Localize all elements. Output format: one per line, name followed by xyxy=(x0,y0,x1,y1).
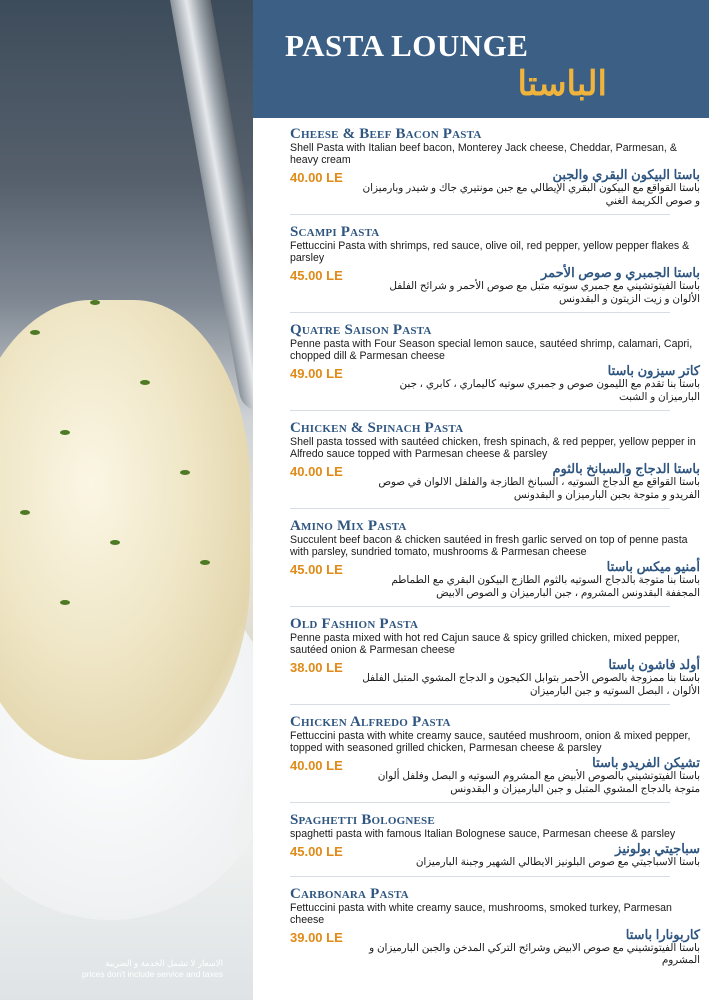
menu-item xyxy=(290,813,700,877)
item-divider xyxy=(290,214,670,215)
item-price: 49.00 LE xyxy=(290,366,343,381)
item-divider xyxy=(290,802,670,803)
pasta-shape xyxy=(0,300,250,760)
item-name: Old Fashion Pasta xyxy=(290,616,419,632)
menu-title-arabic: الباستا xyxy=(517,65,607,103)
menu-title: PASTA LOUNGE xyxy=(285,28,529,63)
item-description: Shell Pasta with Italian beef bacon, Monterey Jack cheese, Cheddar, Parmesan, & heavy cream xyxy=(290,142,677,166)
menu-item xyxy=(290,421,700,509)
item-description: Fettuccini pasta with white creamy sauce, sautéed mushroom, onion & mixed pepper, topped with seasoned grilled chicken, Parmesan cheese & parsley xyxy=(290,730,691,754)
herb-leaf xyxy=(110,540,120,545)
item-divider xyxy=(290,508,670,509)
item-price: 40.00 LE xyxy=(290,758,343,773)
item-name-arabic: كاربونارا باستا xyxy=(625,926,700,942)
item-price: 39.00 LE xyxy=(290,929,343,945)
herb-leaf xyxy=(90,300,100,305)
item-description-arabic: باستا بنا تقدم مع الليمون صوص و جمبري سوتيه كاليماري ، كابري ، جبن البارميزان و الشبت xyxy=(399,379,700,403)
item-name-arabic: كاتر سيزون باستا xyxy=(607,363,700,378)
herb-leaf xyxy=(60,600,70,605)
item-name: Cheese & Beef Bacon Pasta xyxy=(290,126,482,142)
item-price: 40.00 LE xyxy=(290,170,343,185)
item-divider xyxy=(290,876,670,877)
item-name-arabic: تشيكن الفريدو باستا xyxy=(592,755,700,770)
item-name-arabic: باستا البيكون البقري والجبن xyxy=(552,167,700,182)
price-note-ar: الاسعار لا تشمل الخدمة و الضريبة xyxy=(105,958,223,968)
item-description-arabic: باستا الفيتوتشيني مع صوص الابيض وشرائح التركي المدخن والجبن البارميزان و المشروم xyxy=(369,942,700,966)
menu-item xyxy=(290,617,700,705)
item-price: 45.00 LE xyxy=(290,562,343,577)
herb-leaf xyxy=(140,380,150,385)
item-name: Carbonara Pasta xyxy=(290,885,409,902)
item-divider xyxy=(290,410,670,411)
item-description: Penne pasta mixed with hot red Cajun sauce & spicy grilled chicken, mixed pepper, sautéed onion & Parmesan cheese xyxy=(290,632,680,656)
item-description: Succulent beef bacon & chicken sautéed in fresh garlic served on top of penne pasta with parsley, sundried tomato, mushrooms & Parmesan cheese xyxy=(290,534,688,558)
item-name: Quatre Saison Pasta xyxy=(290,322,432,338)
herb-leaf xyxy=(200,560,210,565)
item-description-arabic: باستا الاسباجيتي مع صوص البلونيز الايطالي الشهير وجبنة البارميزان xyxy=(415,857,700,868)
item-divider xyxy=(290,704,670,705)
herb-leaf xyxy=(180,470,190,475)
item-description: Penne pasta with Four Season special lemon sauce, sautéed shrimp, calamari, Capri, chopped dill & Parmesan cheese xyxy=(290,338,693,362)
item-description: spaghetti pasta with famous Italian Bolognese sauce, Parmesan cheese & parsley xyxy=(290,828,676,840)
item-description-arabic: باستا بنا متوجة بالدجاج السوتيه بالثوم الطازج البيكون البقري مع الطماطم المجففة البقدونس المشروم ، جبن البارميزان و الصوص الابيض xyxy=(391,575,700,599)
item-description: Fettuccini Pasta with shrimps, red sauce, olive oil, red pepper, yellow pepper flakes & parsley xyxy=(290,240,690,264)
item-description: Fettuccini pasta with white creamy sauce, mushrooms, smoked turkey, Parmesan cheese xyxy=(290,901,672,926)
item-divider xyxy=(290,606,670,607)
item-name: Chicken Alfredo Pasta xyxy=(290,714,451,730)
item-description: Shell pasta tossed with sautéed chicken, fresh spinach, & red pepper, yellow pepper in Alfredo sauce topped with Parmesan cheese & parsley xyxy=(290,436,696,460)
item-price: 45.00 LE xyxy=(290,844,343,859)
item-description-arabic: باستا بنا ممزوجة بالصوص الأحمر بتوابل الكيجون و الدجاج المشوي المتبل الفلفل الألوان ، البصل السوتيه و جبن البارميزان xyxy=(362,673,700,697)
price-note-en: prices don't include service and taxes xyxy=(81,969,223,979)
herb-leaf xyxy=(30,330,40,335)
item-divider xyxy=(290,312,670,313)
item-description-arabic: باستا القواقع مع الدجاج السوتيه ، السبانخ الطازجة والفلفل الالوان في صوص الفريدو و متوجة بجبن البارميزان و البقدونس xyxy=(378,477,700,501)
item-name-arabic: سباجيتي بولونيز xyxy=(615,841,700,856)
price-note xyxy=(0,958,253,980)
menu-item xyxy=(290,127,700,215)
item-name: Chicken & Spinach Pasta xyxy=(290,420,464,436)
menu-list xyxy=(290,127,700,978)
menu-item xyxy=(290,715,700,803)
menu-item xyxy=(290,225,700,313)
item-description-arabic: باستا الفيتوتشيني مع جمبري سوتيه متبل مع صوص الأحمر و شرائح الفلفل الألوان و زيت الزيتون و البقدونس xyxy=(389,281,700,305)
item-name: Scampi Pasta xyxy=(290,224,380,240)
menu-header xyxy=(253,0,709,118)
item-description-arabic: باستا القواقع مع البيكون البقري الإيطالي مع جبن مونتيري جاك و شيدر وبارميزان و صوص الكريمة الغني xyxy=(362,183,700,207)
item-name-arabic: باستا الجمبري و صوص الأحمر xyxy=(540,265,700,280)
item-price: 45.00 LE xyxy=(290,268,343,283)
item-name-arabic: أمنيو ميكس باستا xyxy=(606,559,700,574)
pasta-photo xyxy=(0,0,253,1000)
herb-leaf xyxy=(20,510,30,515)
herb-leaf xyxy=(60,430,70,435)
item-description-arabic: باستا الفيتوتشيني بالصوص الأبيض مع المشروم السوتيه و البصل وفلفل ألوان متوجة بالدجاج المشوي المتبل و جبن البارميزان و البقدونس xyxy=(377,771,700,795)
item-name: Spaghetti Bolognese xyxy=(290,812,435,828)
menu-item xyxy=(290,887,700,968)
item-name-arabic: باستا الدجاج والسبانخ بالثوم xyxy=(552,461,700,476)
item-price: 40.00 LE xyxy=(290,464,343,479)
item-price: 38.00 LE xyxy=(290,660,343,675)
menu-item xyxy=(290,519,700,607)
menu-item xyxy=(290,323,700,411)
item-name-arabic: أولد فاشون باستا xyxy=(608,657,700,672)
item-name: Amino Mix Pasta xyxy=(290,518,407,534)
